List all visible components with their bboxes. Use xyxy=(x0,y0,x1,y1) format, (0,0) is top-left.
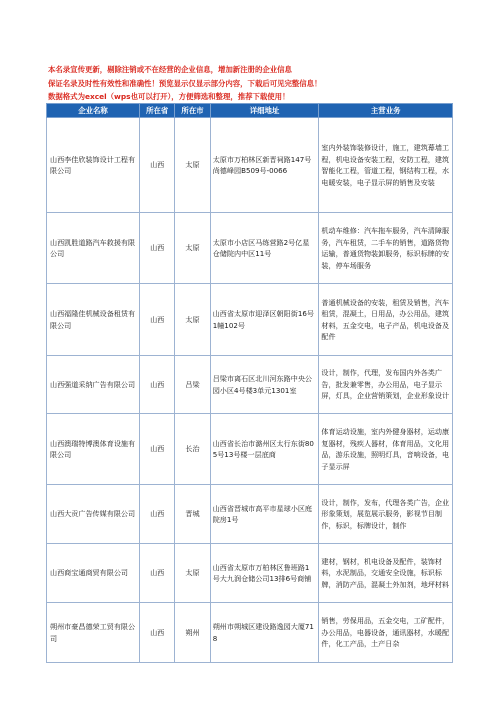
table-row xyxy=(47,544,453,603)
company-name-cell: 山西大贡广告传媒有限公司 xyxy=(47,485,140,544)
business-cell: 体育运动设施，室内外健身器材，运动康复器材，残疾人器材，体育用品，文化用品，游乐设施，照明灯具，音响设备，电子显示屏 xyxy=(319,414,453,485)
table-header-row xyxy=(47,104,453,118)
city-cell: 太原 xyxy=(175,118,210,213)
header-province: 所在省 xyxy=(139,104,174,118)
company-name-cell: 山西商宝通商贸有限公司 xyxy=(47,544,140,603)
header-company-name: 企业名称 xyxy=(47,104,140,118)
notice-line-3: 数据格式为excel（wps也可以打开），方便筛选和整理，推荐下载使用！ xyxy=(48,92,290,101)
city-cell: 长治 xyxy=(175,414,210,485)
business-cell: 销售，劳保用品，五金交电，工矿配件，办公用品，电器设备，通讯器材，水暖配件，化工产品，土产日杂 xyxy=(319,603,453,663)
notice-banner xyxy=(48,63,468,104)
business-cell: 普通机械设备的安装，租赁及销售，汽车租赁，混凝土，日用品，办公用品，建筑材料，五金交电，电子产品，机电设备及配件 xyxy=(319,284,453,356)
company-name-cell: 山西凯胜道路汽车救援有限公司 xyxy=(47,213,140,284)
address-cell: 山西省长治市潞州区太行东街805号13号楼一层底商 xyxy=(210,414,319,485)
table-row xyxy=(47,213,453,284)
address-cell: 山西省太原市万柏林区鲁班路1号大九润仓储公司13排6号商铺 xyxy=(210,544,319,603)
province-cell: 山西 xyxy=(139,213,174,284)
address-cell: 吕梁市离石区北川河东路中央公园小区4号楼3单元1301室 xyxy=(210,356,319,414)
city-cell: 太原 xyxy=(175,544,210,603)
address-cell: 太原市万柏林区新晋祠路147号尚德峰园B509号-0066 xyxy=(210,118,319,213)
address-cell: 朔州市朔城区建设路逸园大厦718 xyxy=(210,603,319,663)
business-cell: 设计，制作，代理，发布国内外各类广告，批发兼零售，办公用品，电子显示屏，灯具，企业营销策划，企业形象设计 xyxy=(319,356,453,414)
table-row xyxy=(47,118,453,213)
city-cell: 晋城 xyxy=(175,485,210,544)
city-cell: 吕梁 xyxy=(175,356,210,414)
table-row xyxy=(47,284,453,356)
business-cell: 室内外装饰装修设计，施工，建筑幕墙工程，机电设备安装工程，安防工程，建筑智能化工程，管道工程，钢结构工程，水电暖安装，电子显示屏的销售及安装 xyxy=(319,118,453,213)
city-cell: 太原 xyxy=(175,284,210,356)
notice-line-1: 本名录宣传更新，剔除注销或不在经营的企业信息，增加新注册的企业信息 xyxy=(48,65,292,74)
header-city: 所在市 xyxy=(175,104,210,118)
company-name-cell: 山西李佳欣装饰设计工程有限公司 xyxy=(47,118,140,213)
header-business: 主营业务 xyxy=(319,104,453,118)
header-address: 详细地址 xyxy=(210,104,319,118)
business-cell: 设计，制作，发布，代理各类广告，企业形象策划，展览展示服务，影视节目制作，标识，标牌设计，制作 xyxy=(319,485,453,544)
business-cell: 机动车维修：汽车拖车服务，汽车清障服务，汽车租赁，二手车的销售，道路货物运输，普通货物装卸服务，标识标牌的安装，停车场服务 xyxy=(319,213,453,284)
address-cell: 太原市小店区马练营路2号亿星仓储院内中区11号 xyxy=(210,213,319,284)
province-cell: 山西 xyxy=(139,603,174,663)
city-cell: 朔州 xyxy=(175,603,210,663)
table-row xyxy=(47,356,453,414)
notice-line-2: 保证名录及时性有效性和准确性！预览显示仅显示部分内容，下载后可见完整信息！ xyxy=(48,78,322,88)
address-cell: 山西省晋城市高平市星球小区庭院房1号 xyxy=(210,485,319,544)
company-name-cell: 朔州市豪昌德荣工贸有限公司 xyxy=(47,603,140,663)
company-name-cell: 山西澳瑞特博澳体育设施有限公司 xyxy=(47,414,140,485)
business-cell: 建材，钢材，机电设备及配件，装饰材料，水泥制品，交通安全设施，标识标牌，消防产品，混凝土外加剂，地坪材料 xyxy=(319,544,453,603)
table-row xyxy=(47,485,453,544)
company-name-cell: 山西福隆佳机械设备租赁有限公司 xyxy=(47,284,140,356)
company-name-cell: 山西强道采纳广告有限公司 xyxy=(47,356,140,414)
company-table xyxy=(46,103,453,663)
province-cell: 山西 xyxy=(139,356,174,414)
table-row xyxy=(47,603,453,663)
table-row xyxy=(47,414,453,485)
province-cell: 山西 xyxy=(139,284,174,356)
city-cell: 太原 xyxy=(175,213,210,284)
province-cell: 山西 xyxy=(139,414,174,485)
province-cell: 山西 xyxy=(139,544,174,603)
province-cell: 山西 xyxy=(139,118,174,213)
province-cell: 山西 xyxy=(139,485,174,544)
address-cell: 山西省太原市迎泽区朝阳街16号1幢102号 xyxy=(210,284,319,356)
